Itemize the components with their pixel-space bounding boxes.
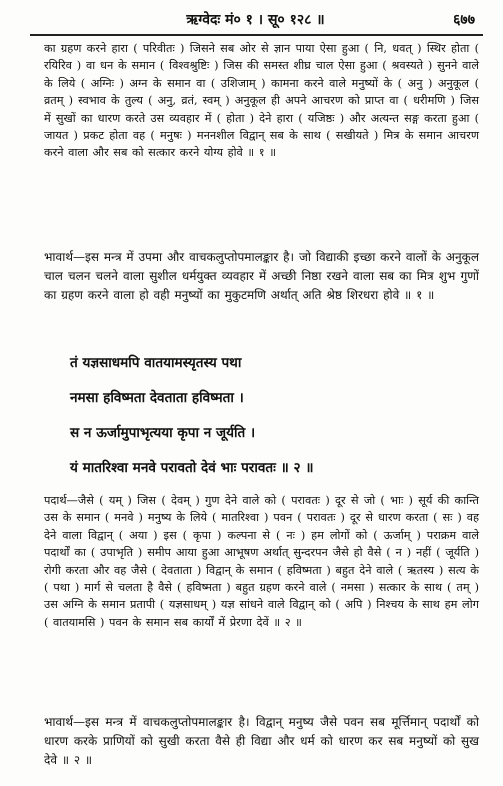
verse-line: नमसा हविष्मता देवताता हविष्मता । <box>70 390 244 406</box>
commentary-paragraph-1: का ग्रहण करने हारा ( परिवीतः ) जिसने सब ओर से ज्ञान पाया ऐसा हुआ ( नि, धवत् ) स्थिर होता ( रयिरिव ) वा धन के समान ( विश्वश्रुष्टिः ) जिस की समस्त शीघ्र चाल ऐसा हुआ ( श्रवस्यते ) सुनने वाले के लिये ( अग्निः ) अग्न के समान वा ( उशिजाम् ) कामना करने वाले मनुष्यों के ( अनु ) अनुकूल ( व्रतम् ) स्वभाव के तुल्य ( अनु, व्रतं, स्वम् ) अनुकूल ही अपने आचरण को प्राप्त वा ( धरीमणि ) जिस में सुखों का धारण करते उस व्यवहार में ( होता ) देने हारा ( यजिष्ठः ) और अत्यन्त सङ्ग करता हुआ ( जायत ) प्रकट होता वह ( मनुषः ) मननशील विद्वान् सब के साथ ( सखीयते ) मित्र के समान आचरण करने वाला और सब को सत्कार करने योग्य होवे ॥ १ ॥ <box>44 42 479 160</box>
page-header <box>28 6 483 32</box>
verse-line: स न ऊर्जामुपाभृत्यया कृपा न जूर्यति । <box>70 425 256 441</box>
running-title: ऋग्वेदः मं० १ । सू० १२८ ॥ <box>186 12 325 28</box>
bhavartha-paragraph-2: भावार्थ—इस मन्त्र में वाचकलुप्तोपमालङ्कार है। विद्वान् मनुष्य जैसे पवन सब मूर्त्तिमान् पदार्थों को धारण करके प्राणियों को सुखी करता वैसे ही विद्या और धर्म को धारण कर सब मनुष्यों को सुख देवे ॥ २ ॥ <box>44 715 479 767</box>
verse-line: यं मातरिश्वा मनवे परावतो देवं भाः परावतः ॥ २ ॥ <box>70 460 314 476</box>
mantra-verses <box>70 346 479 486</box>
bhavartha-paragraph-1: भावार्थ—इस मन्त्र में उपमा और वाचकलुप्तोपमालङ्कार है। जो विद्याकी इच्छा करने वालों के अनुकूल चाल चलन चलने वाला सुशील धर्मयुक्त व्यवहार में अच्छी निष्ठा रखने वाला सब का मित्र शुभ गुणों का ग्रहण करने वाला हो वही मनुष्यों का मुकुटमणि अर्थात् अति श्रेष्ठ शिरधरा होवे ॥ १ ॥ <box>44 250 479 302</box>
padartha-paragraph: पदार्थ—जैसे ( यम् ) जिस ( देवम् ) गुण देने वाले को ( परावतः ) दूर से जो ( भाः ) सूर्य की कान्ति उस के समान ( मनवे ) मनुष्य के लिये ( मातरिश्वा ) पवन ( परावतः ) दूर से धारण करता ( सः ) वह देने वाला विद्वान् ( अया ) इस ( कृपा ) कल्पना से ( नः ) हम लोगों को ( ऊर्जाम् ) पराक्रम वाले पदार्थों का ( उपाभृति ) समीप आया हुआ आभूषण अर्थात् सुन्दरपन जैसे हो वैसे ( न ) नहीं ( जूर्यति ) रोगी करता और वह जैसे ( देवताता ) विद्वान् के समान ( हविष्मता ) बहुत देने वाले ( ऋतस्य ) सत्य के ( पथा ) मार्ग से चलता है वैसे ( हविष्मता ) बहुत ग्रहण करने वाले ( नमसा ) सत्कार के साथ ( तम् ) उस अग्नि के समान प्रतापी ( यज्ञसाधम् ) यज्ञ सांधने वाले विद्वान् को ( अपि ) निश्चय के साथ हम लोग ( वातयामसि ) पवन के समान सब कार्यों में प्रेरणा देवें ॥ २ ॥ <box>44 494 479 629</box>
page-number: ६७७ <box>453 12 475 28</box>
header-rule <box>30 34 483 36</box>
verse-line: तं यज्ञसाधमपि वातयामस्यृतस्य पथा <box>70 355 242 371</box>
